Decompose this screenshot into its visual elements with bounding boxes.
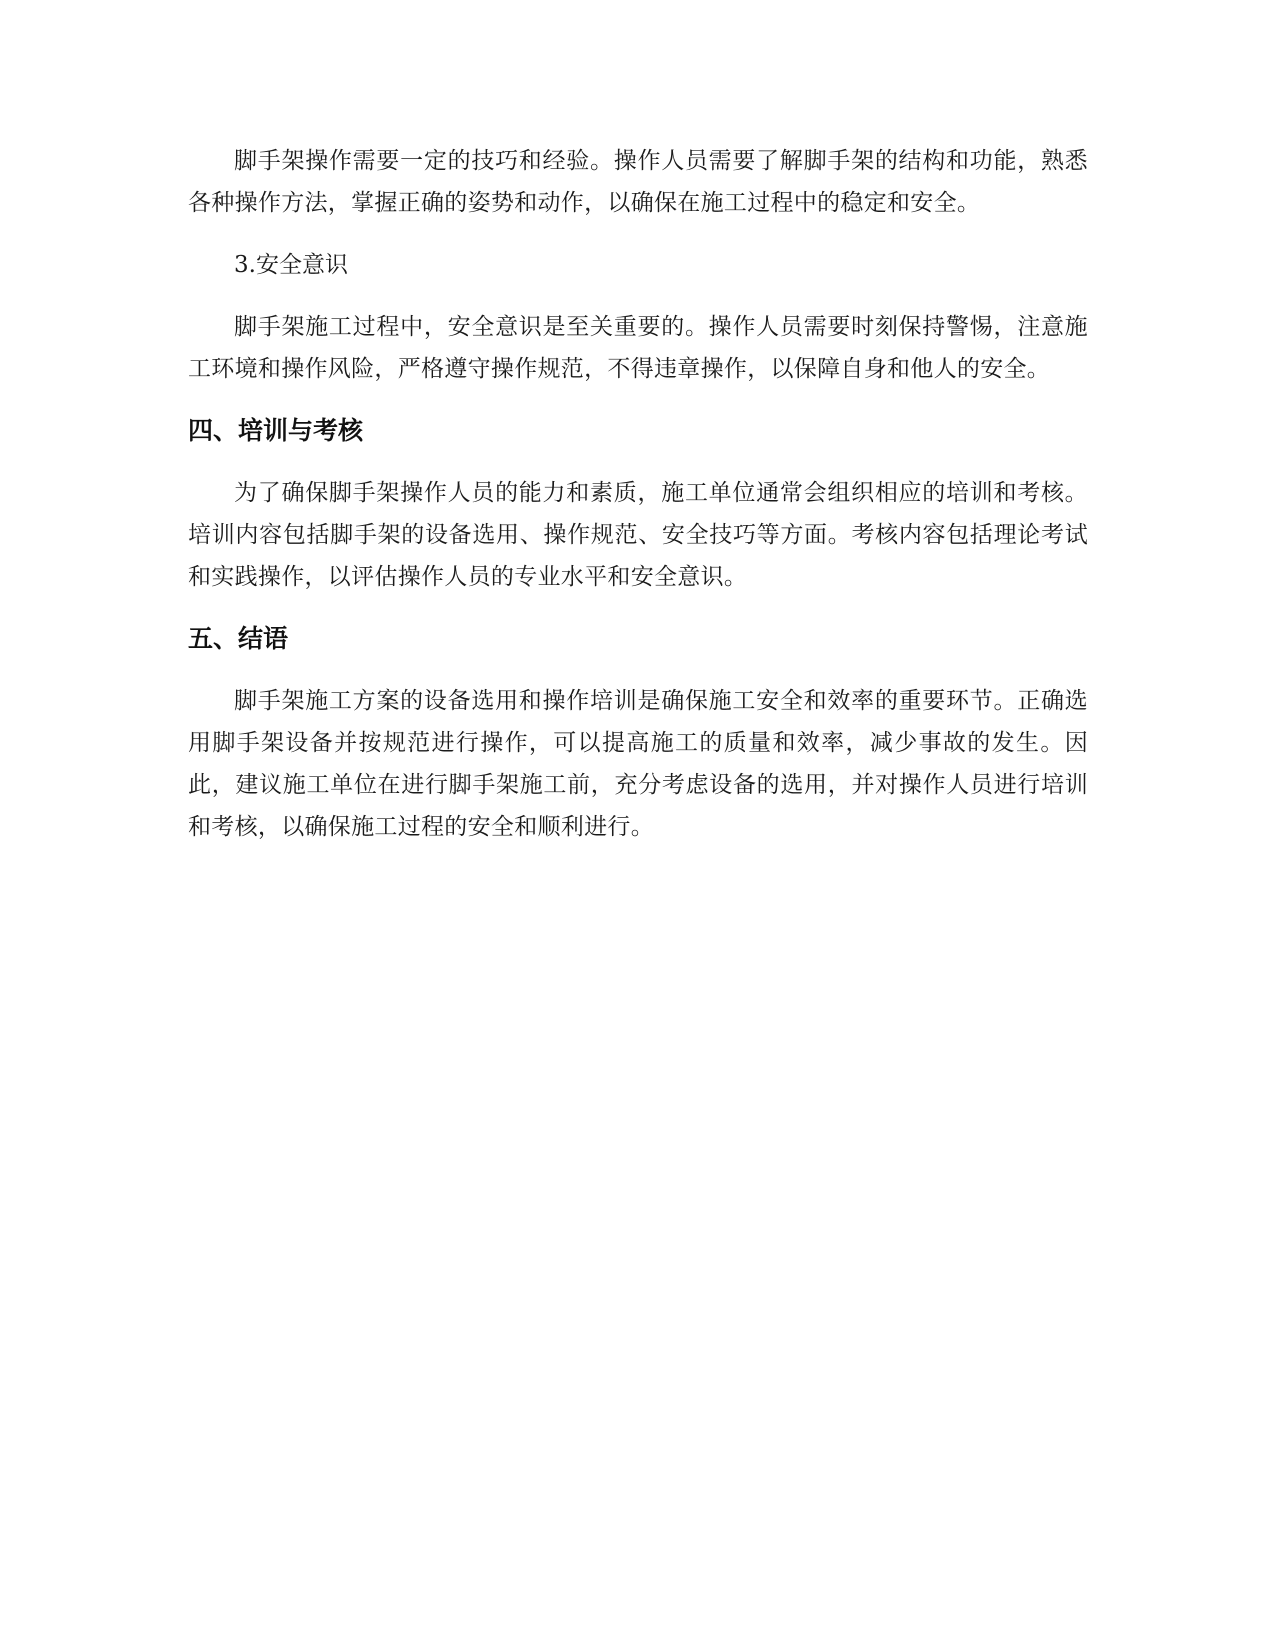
subheading-safety-awareness: 3.安全意识 (234, 252, 348, 278)
heading-training-assessment: 四、培训与考核 (188, 416, 364, 445)
paragraph-operation-skills: 脚手架操作需要一定的技巧和经验。操作人员需要了解脚手架的结构和功能，熟悉各种操作方法，掌握正确的姿势和动作，以确保在施工过程中的稳定和安全。 (188, 148, 1088, 216)
paragraph-conclusion: 脚手架施工方案的设备选用和操作培训是确保施工安全和效率的重要环节。正确选用脚手架设备并按规范进行操作，可以提高施工的质量和效率，减少事故的发生。因此，建议施工单位在进行脚手架施工前，充分考虑设备的选用，并对操作人员进行培训和考核，以确保施工过程的安全和顺利进行。 (188, 688, 1088, 840)
paragraph-safety-awareness: 脚手架施工过程中，安全意识是至关重要的。操作人员需要时刻保持警惕，注意施工环境和操作风险，严格遵守操作规范，不得违章操作，以保障自身和他人的安全。 (188, 314, 1088, 382)
heading-conclusion: 五、结语 (188, 624, 289, 653)
paragraph-training-assessment: 为了确保脚手架操作人员的能力和素质，施工单位通常会组织相应的培训和考核。培训内容包括脚手架的设备选用、操作规范、安全技巧等方面。考核内容包括理论考试和实践操作，以评估操作人员的专业水平和安全意识。 (188, 480, 1088, 590)
document-body (188, 140, 1088, 868)
